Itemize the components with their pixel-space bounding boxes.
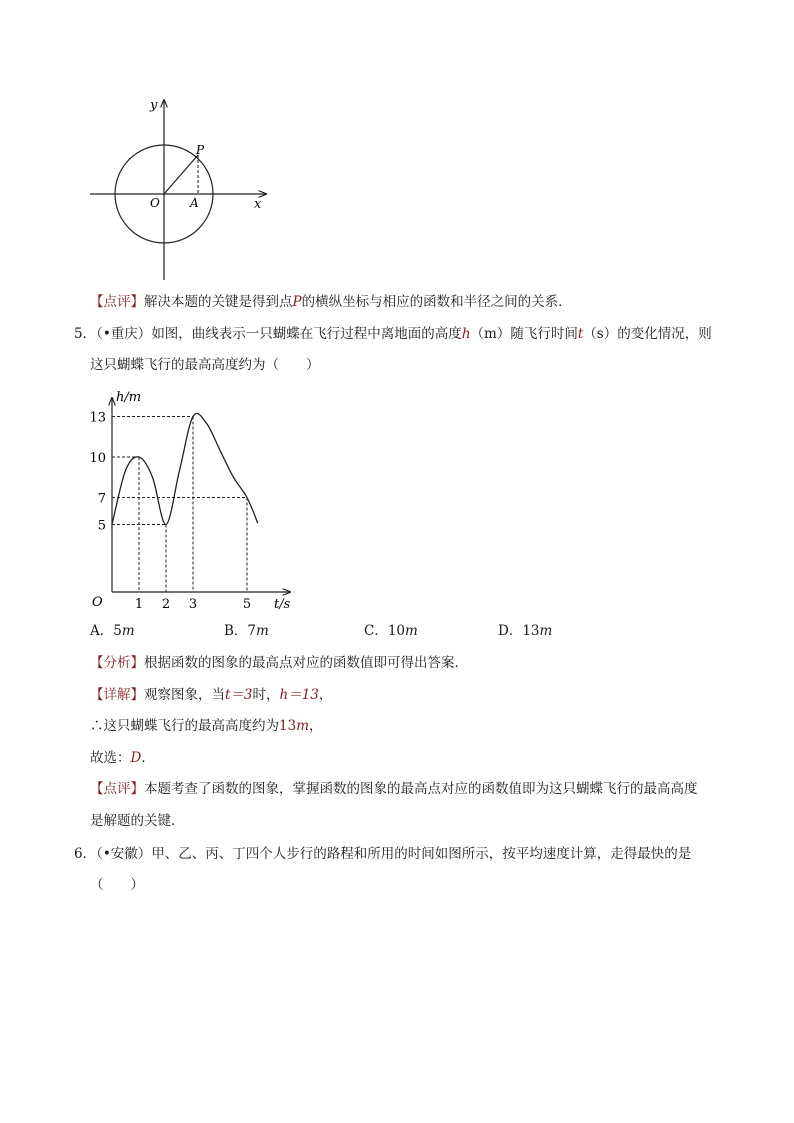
therefore-text: ∴这只蝴蝶飞行的最高高度约为 bbox=[90, 718, 279, 734]
chart-ylabel: h/m bbox=[116, 390, 142, 405]
option-d[interactable] bbox=[498, 621, 552, 641]
q6-number: 6． bbox=[74, 846, 97, 862]
q5-line2: 这只蝴蝶飞行的最高高度约为（ ） bbox=[90, 357, 320, 373]
x-tick-5: 5 bbox=[242, 597, 252, 612]
choose-dot: ． bbox=[141, 750, 155, 766]
height-chart bbox=[80, 380, 305, 615]
q6-text: 甲、乙、丙、丁四个人步行的路程和所用的时间如图所示，按平均速度计算，走得最快的是 bbox=[151, 846, 692, 862]
comment5-line1: 本题考查了函数的图象，掌握函数的图象的最高点对应的函数值即为这只蝴蝶飞行的最高高度 bbox=[144, 781, 698, 797]
analysis-text: 根据函数的图象的最高点对应的函数值即可得出答案． bbox=[144, 655, 468, 671]
label-a: A bbox=[190, 196, 199, 210]
therefore-comma: ， bbox=[309, 718, 323, 734]
detail bbox=[90, 685, 332, 705]
q5-unit-m: （m） bbox=[470, 326, 511, 342]
q5-h: h bbox=[461, 326, 471, 342]
q5-source: （•重庆） bbox=[96, 326, 152, 342]
detail-text-c: ， bbox=[318, 687, 333, 703]
detail-t-eq: t＝3 bbox=[225, 687, 253, 703]
analysis bbox=[90, 653, 468, 673]
x-tick-3: 3 bbox=[188, 597, 198, 612]
q5-text-c: 的变化情况，则 bbox=[617, 326, 712, 342]
comment-q5-line2: 是解题的关键． bbox=[90, 813, 185, 829]
y-tick-13: 13 bbox=[89, 410, 106, 426]
y-tick-7: 7 bbox=[97, 491, 106, 507]
option-a-label: A．5 bbox=[90, 623, 122, 639]
detail-h-eq: h＝13 bbox=[279, 687, 319, 703]
option-c[interactable] bbox=[364, 621, 418, 641]
analysis-tag: 【分析】 bbox=[90, 655, 144, 671]
option-c-label: C．10 bbox=[364, 623, 406, 639]
comment-text-after: 的横纵坐标与相应的函数和半径之间的关系． bbox=[301, 294, 572, 310]
option-c-unit: m bbox=[405, 623, 418, 639]
option-a-unit: m bbox=[121, 623, 135, 639]
choose-answer: D bbox=[130, 750, 142, 766]
therefore-value: 13 bbox=[279, 718, 297, 734]
x-tick-2: 2 bbox=[161, 597, 171, 612]
therefore-line bbox=[90, 716, 323, 736]
option-b[interactable] bbox=[224, 621, 269, 641]
q5-text-a: 如图，曲线表示一只蝴蝶在飞行过程中离地面的高度 bbox=[151, 326, 462, 342]
x-tick-1: 1 bbox=[134, 597, 144, 612]
q5-t: t bbox=[577, 326, 584, 342]
choose-text: 故选： bbox=[90, 750, 131, 766]
detail-tag: 【详解】 bbox=[90, 687, 144, 703]
point-p: P bbox=[292, 294, 302, 310]
therefore-unit: m bbox=[296, 718, 309, 734]
detail-text-b: 时， bbox=[252, 687, 280, 703]
chart-xlabel: t/s bbox=[274, 597, 291, 612]
option-a[interactable] bbox=[90, 621, 135, 641]
label-p: P bbox=[196, 143, 205, 157]
comment-q5-line1 bbox=[90, 779, 698, 799]
comment5-tag: 【点评】 bbox=[90, 781, 144, 797]
y-tick-10: 10 bbox=[89, 451, 106, 466]
circle-figure bbox=[80, 92, 280, 287]
comment-tag: 【点评】 bbox=[90, 294, 144, 310]
option-d-label: D．13 bbox=[498, 623, 540, 639]
height-curve bbox=[112, 413, 258, 524]
choose-line bbox=[90, 748, 155, 768]
label-y: y bbox=[150, 98, 158, 113]
radius-op bbox=[164, 155, 198, 194]
chart-origin: O bbox=[92, 595, 103, 610]
detail-text-a: 观察图象，当 bbox=[144, 687, 225, 703]
comment-text-before: 解决本题的关键是得到点 bbox=[144, 294, 293, 310]
q5-unit-s: （s） bbox=[583, 326, 618, 342]
y-tick-5: 5 bbox=[97, 518, 106, 534]
q6-source: （•安徽） bbox=[96, 846, 152, 862]
option-d-unit: m bbox=[539, 623, 553, 639]
label-o: O bbox=[150, 196, 160, 210]
q5-number: 5． bbox=[74, 326, 97, 342]
q5-text-b: 随飞行时间 bbox=[510, 326, 578, 342]
comment-q4 bbox=[90, 292, 572, 312]
q5-line1 bbox=[74, 324, 712, 344]
option-b-label: B．7 bbox=[224, 623, 257, 639]
q6-line2: （ ） bbox=[90, 877, 144, 893]
q6-line1 bbox=[74, 844, 691, 864]
option-b-unit: m bbox=[256, 623, 269, 639]
label-x: x bbox=[254, 197, 262, 212]
